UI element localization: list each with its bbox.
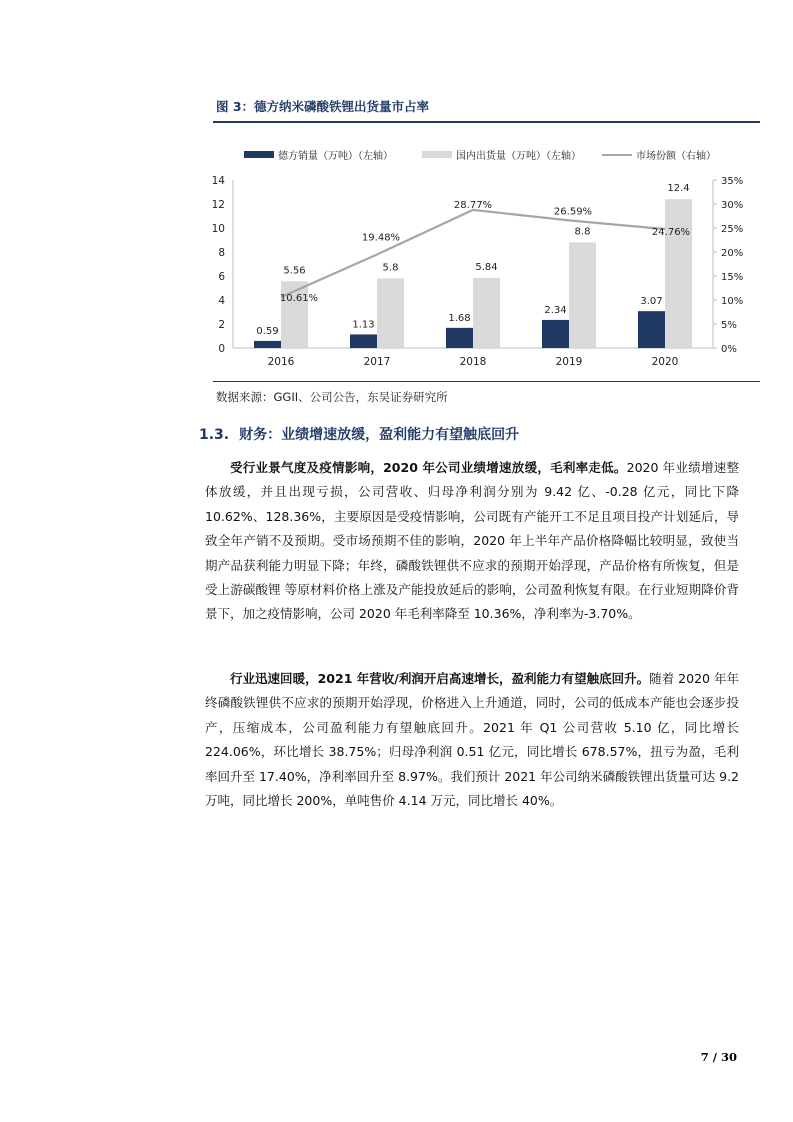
figure-source: 数据来源：GGII、公司公告，东吴证券研究所 [216, 390, 448, 404]
label-domestic: 5.8 [382, 262, 399, 274]
left-tick-label: 2 [218, 319, 225, 331]
left-tick-label: 12 [211, 199, 225, 211]
left-tick-label: 6 [218, 271, 225, 283]
left-axis-ticks [212, 175, 226, 355]
paragraph-2 [205, 667, 739, 813]
section-title: 财务：业绩增速放缓，盈利能力有望触底回升 [239, 427, 520, 443]
label-share: 28.77% [453, 199, 493, 211]
legend-label-domestic: 国内出货量（万吨）（左轴） [456, 151, 581, 162]
right-tick-label: 10% [721, 296, 744, 307]
right-axis-ticks [713, 176, 743, 355]
legend-label-company: 德方销量（万吨）（左轴） [278, 151, 393, 162]
bar-series [254, 199, 692, 348]
bar-company [350, 334, 377, 348]
section-number: 1.3. [199, 427, 230, 443]
paragraph-1-body: 2020 年业绩增速整体放缓，并且出现亏损，公司营收、归母净利润分别为 9.42 亿、-0.28 亿元，同比下降 10.62%、128.36%，主要原因是受疫情影响，公司既有产能开工不足且项目投产计划延后，导致全年产销不及预期。受市场预期不佳的影响，2020 年上半年产品价格降幅比较明显，致使当期产品获利能力明显下降；年终，磷酸铁锂供不应求的预期开始浮现，产品价格有所恢复，但是受上游碳酸锂 等原材料价格上涨及产能投放延后的影响，公司盈利恢复有限。在行业短期降价背景下，加之疫情影响，公司 2020 年毛利率降至 10.36%，净利率为-3.70%。 [205, 460, 739, 622]
left-tick-label: 8 [218, 247, 225, 259]
x-tick-label: 2020 [651, 356, 679, 368]
page-number: 7 / 30 [700, 1050, 737, 1064]
bar-domestic [473, 278, 500, 348]
section-heading [199, 424, 529, 444]
legend-swatch-domestic [422, 151, 452, 158]
right-tick-label: 35% [721, 176, 744, 187]
market-share-chart [200, 140, 760, 370]
legend-label-share: 市场份额（右轴） [636, 151, 716, 162]
chart-legend [244, 149, 716, 162]
right-tick-label: 30% [721, 200, 744, 211]
bar-domestic [377, 278, 404, 348]
label-domestic: 5.84 [475, 261, 498, 273]
bar-domestic [665, 199, 692, 348]
bar-company [542, 320, 569, 348]
x-tick-label: 2016 [267, 356, 295, 368]
label-domestic: 8.8 [574, 226, 591, 238]
legend-swatch-company [244, 151, 274, 158]
label-domestic: 12.4 [667, 183, 690, 195]
left-tick-label: 4 [218, 295, 225, 307]
figure-top-rule [213, 121, 760, 123]
paragraph-1 [205, 456, 739, 627]
right-tick-label: 15% [721, 272, 744, 283]
x-tick-label: 2019 [555, 356, 583, 368]
right-tick-label: 5% [721, 320, 737, 331]
right-tick-label: 0% [721, 344, 737, 355]
bar-company [446, 328, 473, 348]
bar-company [254, 341, 281, 348]
left-tick-label: 10 [211, 223, 225, 235]
paragraph-1-lead: 受行业景气度及疫情影响，2020 年公司业绩增速放缓，毛利率走低。 [230, 460, 627, 475]
left-tick-label: 14 [211, 175, 225, 187]
label-company: 3.07 [640, 296, 663, 308]
label-share: 26.59% [553, 206, 593, 218]
label-share: 10.61% [279, 293, 319, 305]
x-tick-label: 2017 [363, 356, 391, 368]
paragraph-2-body: 随着 2020 年年终磷酸铁锂供不应求的预期开始浮现，价格进入上升通道，同时，公司的低成本产能也会逐步投产，压缩成本，公司盈利能力有望触底回升。2021 年 Q1 公司营收 5.10 亿，同比增长 224.06%，环比增长 38.75%；归母净利润 0.51 亿元，同比增长 678.57%，扭亏为盈，毛利率回升至 17.40%，净利率回升至 8.97%。我们预计 2021 年公司纳米磷酸铁锂出货量可达 9.2 万吨，同比增长 200%，单吨售价 4.14 万元，同比增长 40%。 [205, 671, 739, 809]
paragraph-2-lead: 行业迅速回暖，2021 年营收/利润开启高速增长，盈利能力有望触底回升。 [230, 671, 650, 686]
label-company: 1.68 [448, 312, 471, 324]
label-company: 2.34 [544, 304, 567, 316]
label-share: 24.76% [651, 227, 691, 239]
bar-company [638, 311, 665, 348]
x-tick-label: 2018 [459, 356, 487, 368]
figure-title: 图 3：德方纳米磷酸铁锂出货量市占率 [216, 99, 430, 114]
bar-domestic [569, 242, 596, 348]
figure-bottom-rule [213, 381, 760, 382]
label-share: 19.48% [361, 232, 401, 244]
left-tick-label: 0 [218, 343, 225, 355]
x-axis-ticks [268, 356, 679, 368]
label-domestic: 5.56 [283, 265, 306, 277]
label-company: 1.13 [352, 319, 375, 331]
right-tick-label: 25% [721, 224, 744, 235]
label-company: 0.59 [256, 325, 279, 337]
right-tick-label: 20% [721, 248, 744, 259]
